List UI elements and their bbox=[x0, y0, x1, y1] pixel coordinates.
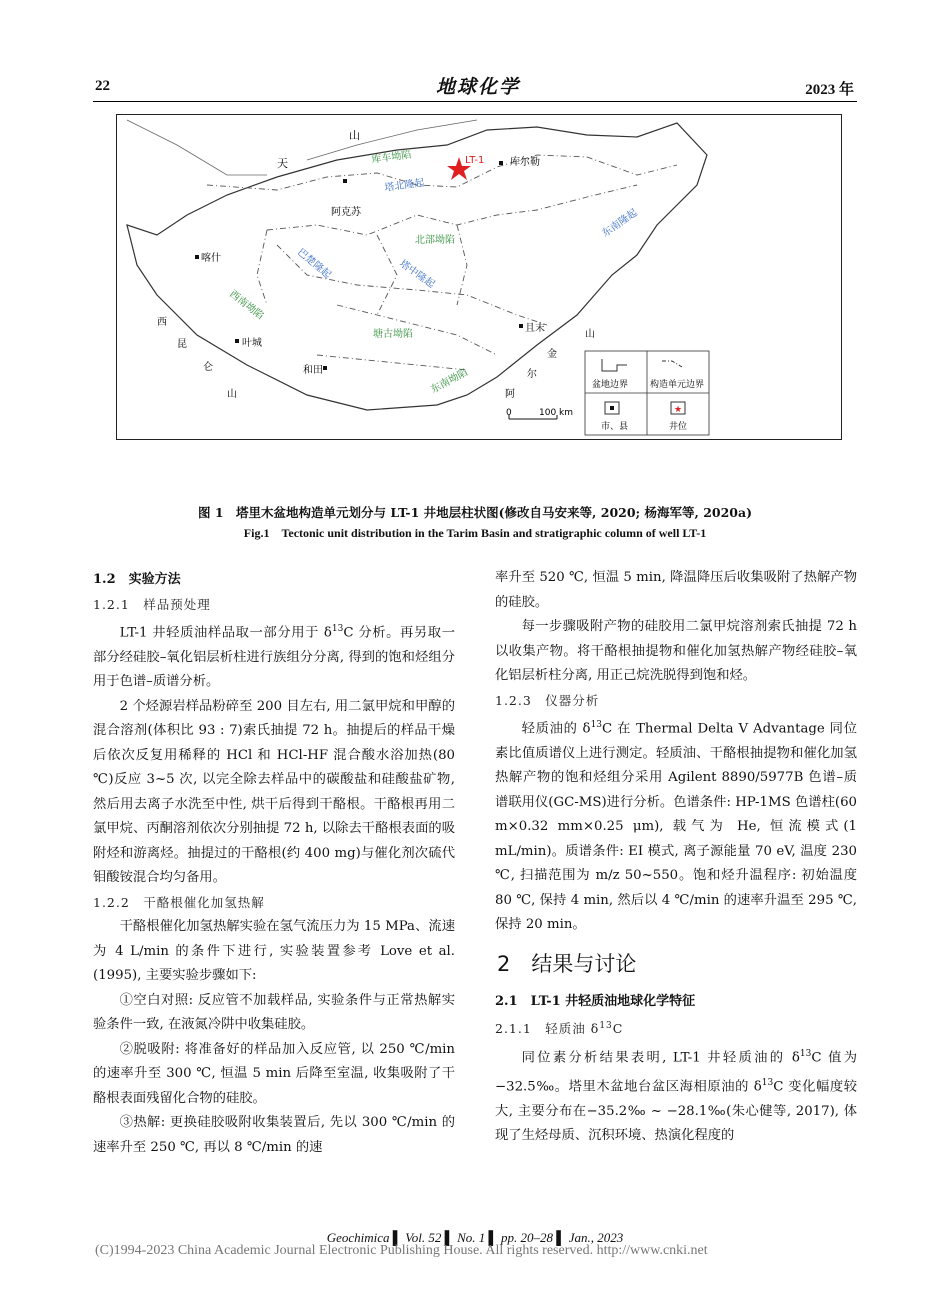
section-heading: 2.1 LT-1 井轻质油地球化学特征 bbox=[495, 993, 696, 1009]
figure-canvas bbox=[117, 115, 841, 439]
key-city: 市、县 bbox=[601, 422, 629, 432]
legend-canvas bbox=[116, 448, 840, 496]
subsection-heading: 1.2.2 干酪根催化加氢热解 bbox=[93, 894, 265, 910]
map-label-depression: 塘古坳陷 bbox=[373, 329, 413, 340]
journal-logo: 地球化学 bbox=[436, 76, 521, 98]
map-label: 山 bbox=[227, 389, 237, 400]
map-label-depression: 东南坳陷 bbox=[429, 367, 470, 396]
subsection-heading: 2.1.1 轻质油 $\delta^{13}C$ bbox=[495, 1021, 624, 1037]
key-well: 井位 bbox=[669, 422, 688, 432]
copyright-line: (C)1994-2023 China Academic Journal Electronic Publishing House. All rights reserved. http://www.cnki.net bbox=[95, 1243, 708, 1258]
unit-boundary bbox=[317, 355, 467, 370]
map-label-uplift: 塔北隆起 bbox=[383, 177, 426, 194]
scale-label: 100 km bbox=[539, 408, 574, 418]
paragraph: LT-1 井轻质油样品取一部分用于 $\delta^{13}C$ 分析。再另取一部分经硅胶–氧化铝层析柱进行族组分分离, 得到的饱和烃组分用于色谱–质谱分析。 bbox=[93, 624, 456, 690]
map-label-uplift: 巴楚隆起 bbox=[295, 246, 333, 282]
map-label: 昆 bbox=[177, 339, 187, 350]
map-label: 山 bbox=[349, 129, 360, 142]
page-footer: Geochimica ▌ Vol. 52 ▌ No. 1 ▌ pp. 20–28 ▌ Jan., 2023 bbox=[326, 1230, 624, 1245]
map-scale bbox=[506, 408, 573, 419]
city-marker bbox=[235, 339, 239, 343]
paragraph: 同位素分析结果表明, LT-1 井轻质油的 $\delta^{13}C$ 值为−32.5‰。塔里木盆地台盆区海相原油的 $\delta^{13}C$ 变化幅度较大, 主要分布在−35.2‰ ~ −28.1‰(朱心健等, 2017), 体现了生烃母质、沉积环境、热演化程度的 bbox=[495, 1049, 858, 1144]
city-marker bbox=[499, 161, 503, 165]
city-marker bbox=[195, 255, 199, 259]
map-label-uplift: 塔中隆起 bbox=[397, 258, 437, 291]
left-column bbox=[93, 566, 455, 1160]
city-marker bbox=[323, 366, 327, 370]
chapter-heading: 2 结果与讨论 bbox=[497, 951, 637, 976]
city-label: 阿克苏 bbox=[331, 207, 361, 218]
unit-boundary bbox=[337, 305, 497, 355]
svg-text:★: ★ bbox=[674, 405, 683, 415]
right-column bbox=[495, 566, 857, 1149]
city-label: 和田 bbox=[303, 365, 323, 376]
paragraph: ①空白对照: 反应管不加载样品, 实验条件与正常热解实验条件一致, 在液氮冷阱中收集硅胶。 bbox=[93, 992, 455, 1033]
map-label: 天 bbox=[277, 157, 288, 170]
city-label: 喀什 bbox=[201, 253, 221, 264]
city-label: 叶城 bbox=[242, 338, 262, 349]
figure-caption-cn: 图 1 塔里木盆地构造单元划分与 LT-1 井地层柱状图(修改自马安来等, 2020; 杨海军等, 2020a) bbox=[197, 505, 753, 520]
city-marker bbox=[343, 179, 347, 183]
unit-boundary bbox=[267, 185, 637, 235]
issue-year: 2023 年 bbox=[805, 82, 854, 98]
lithology-legend bbox=[116, 448, 840, 496]
city-marker bbox=[519, 324, 523, 328]
well-label: LT-1 bbox=[465, 155, 485, 166]
map-label: 山 bbox=[585, 329, 595, 340]
map-label-depression: 北部坳陷 bbox=[415, 235, 455, 246]
map-label: 尔 bbox=[527, 369, 537, 380]
map-label: 阿 bbox=[505, 389, 515, 400]
paragraph: 每一步骤吸附产物的硅胶用二氯甲烷溶剂索氏抽提 72 h 以收集产物。将干酪根抽提物和催化加氢热解产物经硅胶–氧化铝层析柱分离, 用正己烷洗脱得到饱和烃。 bbox=[495, 619, 857, 683]
key-basin: 盆地边界 bbox=[592, 380, 629, 390]
map-label: 仑 bbox=[203, 362, 213, 373]
subsection-heading: 1.2.3 仪器分析 bbox=[495, 692, 600, 708]
section-heading: 1.2 实验方法 bbox=[93, 572, 181, 587]
paragraph: ③热解: 更换硅胶吸附收集装置后, 先以 300 ℃/min 的速率升至 250 ℃, 再以 8 ℃/min 的速 bbox=[93, 1115, 455, 1155]
key-unit: 构造单元边界 bbox=[650, 380, 705, 390]
figure-caption-en: Fig.1 Tectonic unit distribution in the Tarim Basin and stratigraphic column of well LT-1 bbox=[243, 526, 707, 540]
map-label-depression: 库车坳陷 bbox=[370, 149, 413, 166]
unit-boundary bbox=[277, 245, 547, 325]
scale-zero: 0 bbox=[506, 408, 512, 418]
page-number: 22 bbox=[95, 78, 110, 94]
city-label: 库尔勒 bbox=[510, 157, 540, 168]
header-rule bbox=[93, 101, 857, 102]
paragraph: 2 个烃源岩样品粉碎至 200 目左右, 用二氯甲烷和甲醇的混合溶剂(体积比 93 : 7)索氏抽提 72 h。抽提后的样品干燥后依次反复用稀释的 HCl 和 HCl-HF 混合酸水浴加热(80 ℃)反应 3~5 次, 以完全除去样品中的碳酸盐和硅酸盐矿物, 然后用去离子水洗至中性, 烘干后得到干酪根。干酪根再用二氯甲烷、丙酮溶剂依次分别抽提 72 h, 以除去干酪根表面的吸附烃和游离烃。抽提过的干酪根(约 400 mg)与催化剂次硫代钼酸铵混合均匀备用。 bbox=[93, 698, 455, 886]
map-key bbox=[585, 351, 709, 435]
map-label-depression: 西南坳陷 bbox=[227, 288, 266, 322]
map-label-uplift: 东南隆起 bbox=[600, 207, 640, 240]
city-label: 且末 bbox=[525, 323, 545, 334]
tarim-map bbox=[127, 120, 709, 435]
figure-1 bbox=[116, 114, 842, 440]
subsection-heading: 1.2.1 样品预处理 bbox=[93, 596, 211, 612]
paragraph: 轻质油的 $\delta^{13}C$ 在 Thermal Delta V Advantage 同位素比值质谱仪上进行测定。轻质油、干酪根抽提物和催化加氢热解产物的饱和烃组分采用 Agilent 8890/5977B 色谱–质谱联用仪(GC-MS)进行分析。色谱条件: HP-1MS 色谱柱(60 m×0.32 mm×0.25 μm), 载气为 He, 恒流模式(1 mL/min)。质谱条件: EI 模式, 离子源能量 70 eV, 温度 230 ℃, 扫描范围为 m/z 50~550。饱和烃升温程序: 初始温度 80 ℃, 保持 4 min, 然后以 4 ℃/min 的速率升温至 295 ℃, 保持 20 min。 bbox=[495, 720, 857, 933]
map-label: 西 bbox=[157, 317, 167, 328]
paragraph: 干酪根催化加氢热解实验在氢气流压力为 15 MPa、流速为 4 L/min 的条件下进行, 实验装置参考 Love et al. (1995), 主要实验步骤如下: bbox=[93, 919, 455, 984]
paragraph: 率升至 520 ℃, 恒温 5 min, 降温降压后收集吸附了热解产物的硅胶。 bbox=[495, 570, 857, 610]
paragraph: ②脱吸附: 将准备好的样品加入反应管, 以 250 ℃/min 的速率升至 300 ℃, 恒温 5 min 后降至室温, 收集吸附了干酪根表面残留化合物的硅胶。 bbox=[93, 1041, 455, 1106]
map-label: 金 bbox=[547, 349, 557, 360]
